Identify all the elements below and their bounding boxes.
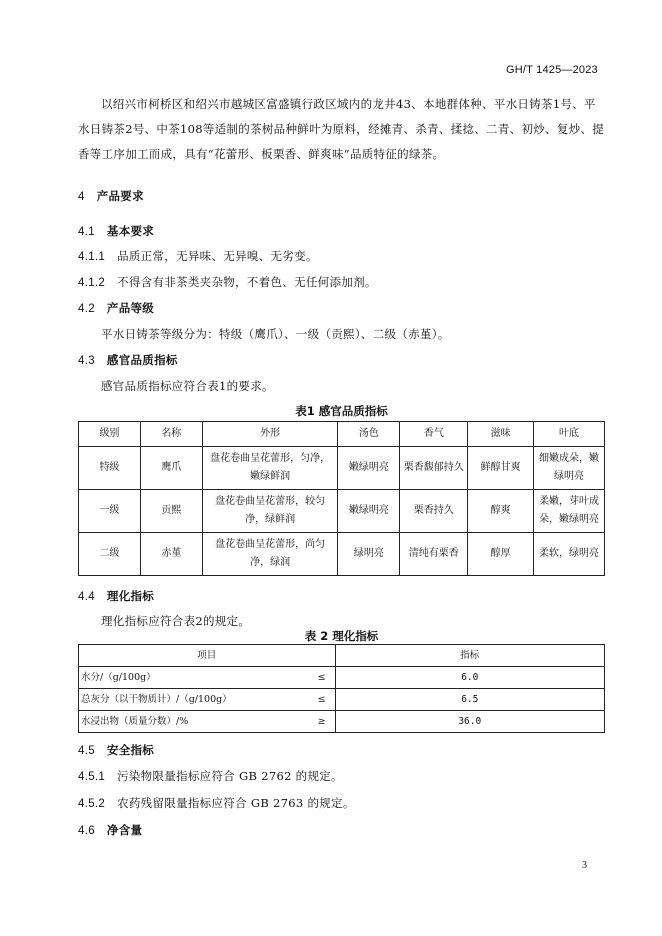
section-4-4-heading (78, 588, 154, 604)
item-cell (79, 711, 336, 733)
table-cell: 二级 (79, 533, 141, 576)
header-cell: 滋味 (468, 422, 534, 447)
table-cell: 细嫩成朵，嫩绿明亮 (534, 447, 605, 490)
clause-text: 农药残留限量指标应符合 GB 2763 的规定。 (117, 796, 355, 810)
section-4-1-heading (78, 223, 154, 239)
item-label: 水分/（g/100g） (81, 671, 156, 683)
item-label: 水浸出物（质量分数）/% (81, 715, 189, 727)
table-cell: 贡熙 (140, 490, 202, 533)
section-number: 4.1 (78, 226, 95, 238)
section-4-5-heading (78, 742, 154, 758)
sensory-quality-table (78, 421, 605, 576)
header-cell: 级别 (79, 422, 141, 447)
table-cell: 栗香持久 (400, 490, 468, 533)
table-cell: 清纯有栗香 (400, 533, 468, 576)
table-header-row (79, 645, 605, 667)
header-cell: 叶底 (534, 422, 605, 447)
section-4-6-heading (78, 822, 142, 838)
section-4-4-text: 理化指标应符合表2的规定。 (101, 614, 251, 628)
clause-text: 污染物限量指标应符合 GB 2762 的规定。 (117, 769, 343, 783)
table-cell: 盘花卷曲呈花蕾形，尚匀净，绿润 (202, 533, 338, 576)
header-cell: 汤色 (338, 422, 400, 447)
table-cell: 赤堇 (140, 533, 202, 576)
section-title: 基本要求 (106, 224, 155, 238)
section-number: 4 (78, 191, 85, 203)
table-row (79, 533, 605, 576)
clause-text: 不得含有非茶类夹杂物，不着色、无任何添加剂。 (117, 275, 377, 289)
table1-caption: 表1 感官品质指标 (295, 404, 388, 418)
item-cell (79, 689, 336, 711)
table-cell: 特级 (79, 447, 141, 490)
section-4-2-text: 平水日铸茶等级分为：特级（鹰爪）、一级（贡熙）、二级（赤堇）。 (101, 327, 450, 341)
header-cell: 指标 (335, 645, 604, 667)
clause-text: 品质正常，无异味、无异嗅、无劣变。 (117, 249, 318, 263)
clause-4-1-1 (78, 248, 318, 264)
table-cell: 鹰爪 (140, 447, 202, 490)
section-number: 4.4 (78, 591, 95, 603)
table-row (79, 667, 605, 689)
section-number: 4.2 (78, 303, 95, 315)
table-cell: 嫩绿明亮 (338, 490, 400, 533)
section-title: 理化指标 (106, 589, 155, 603)
header-cell: 项目 (79, 645, 336, 667)
table-row (79, 711, 605, 733)
clause-4-5-2 (78, 795, 355, 811)
value-cell: 6.5 (335, 689, 604, 711)
table-cell: 一级 (79, 490, 141, 533)
comparison-symbol: ≥ (317, 715, 326, 727)
header-cell: 外形 (202, 422, 338, 447)
section-title: 产品等级 (106, 301, 155, 315)
clause-4-1-2 (78, 274, 377, 290)
comparison-symbol: ≤ (317, 693, 326, 705)
table-cell: 绿明亮 (338, 533, 400, 576)
section-number: 4.6 (78, 825, 95, 837)
value-cell: 36.0 (335, 711, 604, 733)
clause-number: 4.1.1 (78, 251, 106, 263)
section-title: 产品要求 (96, 189, 144, 203)
table-cell: 醇厚 (468, 533, 534, 576)
table-cell: 盘花卷曲呈花蕾形，较匀净，绿鲜润 (202, 490, 338, 533)
table2-caption: 表 2 理化指标 (304, 629, 379, 643)
item-cell (79, 667, 336, 689)
header-cell: 香气 (400, 422, 468, 447)
section-title: 安全指标 (106, 743, 155, 757)
clause-number: 4.5.2 (78, 798, 106, 810)
section-4-2-heading (78, 300, 154, 316)
value-cell: 6.0 (335, 667, 604, 689)
standard-code: GH/T 1425—2023 (506, 64, 598, 76)
physicochemical-table (78, 644, 605, 733)
clause-number: 4.1.2 (78, 277, 106, 289)
section-title: 净含量 (106, 823, 143, 837)
section-4-3-heading (78, 352, 178, 368)
page-number: 3 (582, 860, 587, 871)
table-row (79, 689, 605, 711)
table-row (79, 447, 605, 490)
table-cell: 栗香馥郁持久 (400, 447, 468, 490)
table-cell: 柔嫩，芽叶成朵，嫩绿明亮 (534, 490, 605, 533)
section-title: 感官品质指标 (106, 353, 178, 367)
section-4-3-text: 感官品质指标应符合表1的要求。 (101, 379, 274, 393)
table-cell: 鲜醇甘爽 (468, 447, 534, 490)
section-number: 4.5 (78, 745, 95, 757)
section-number: 4.3 (78, 355, 95, 367)
clause-number: 4.5.1 (78, 771, 106, 783)
table-header-row (79, 422, 605, 447)
section-4-heading (78, 188, 144, 204)
comparison-symbol: ≤ (317, 671, 326, 683)
table-cell: 嫩绿明亮 (338, 447, 400, 490)
table-cell: 柔软，绿明亮 (534, 533, 605, 576)
table-row (79, 490, 605, 533)
header-cell: 名称 (140, 422, 202, 447)
table-cell: 醇爽 (468, 490, 534, 533)
table-cell: 盘花卷曲呈花蕾形，匀净，嫩绿鲜润 (202, 447, 338, 490)
clause-4-5-1 (78, 768, 343, 784)
intro-paragraph: 以绍兴市柯桥区和绍兴市越城区富盛镇行政区域内的龙井43、本地群体种、平水日铸茶1号、平水日铸茶2号、中茶108等适制的茶树品种鲜叶为原料，经摊青、杀青、揉捻、二青、初炒、复炒、提香等工序加工而成，具有“花蕾形、板栗香、鲜爽味”品质特征的绿茶。 (78, 97, 605, 161)
item-label: 总灰分（以干物质计）/（g/100g） (81, 693, 232, 705)
